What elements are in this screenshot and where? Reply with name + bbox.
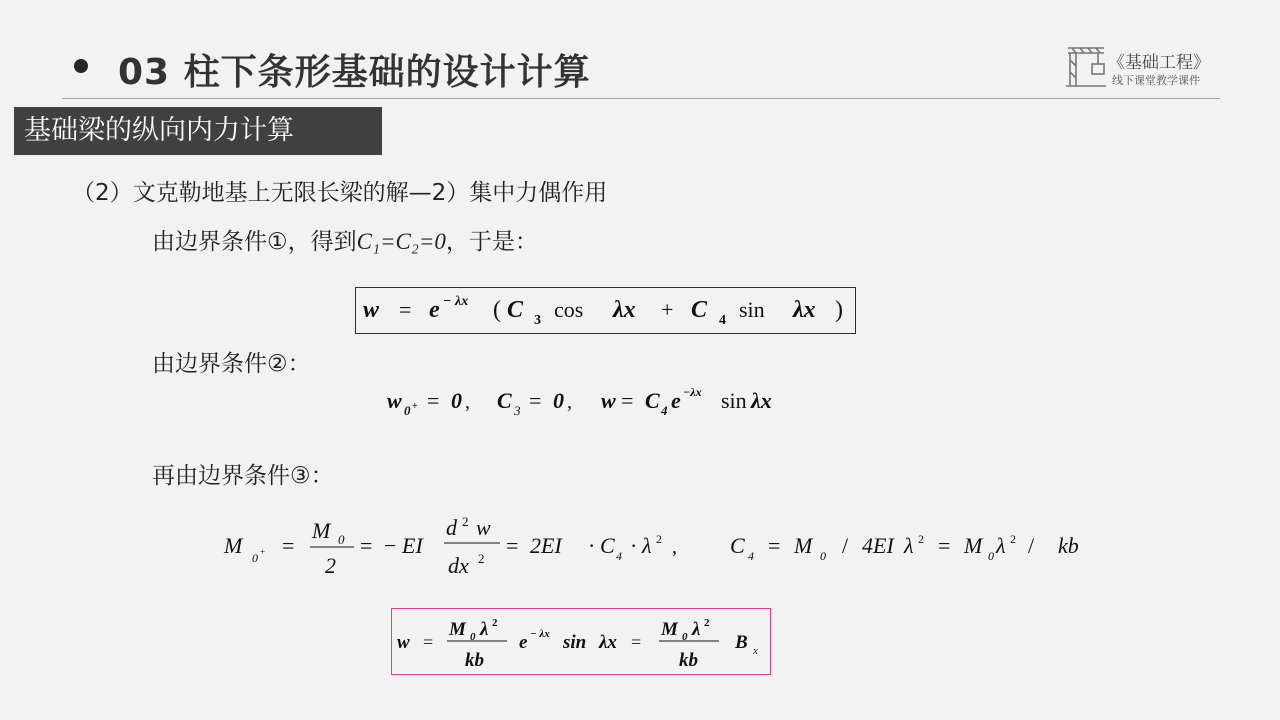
- svg-text:2: 2: [704, 617, 710, 629]
- svg-text:4: 4: [748, 549, 754, 563]
- svg-text:0: 0: [470, 631, 476, 643]
- svg-text:·: ·: [588, 533, 596, 558]
- svg-text:=: =: [621, 388, 634, 413]
- svg-text:4EI: 4EI: [862, 533, 894, 558]
- content-heading: （2）文克勒地基上无限长梁的解—2）集中力偶作用: [72, 180, 608, 206]
- svg-text:− λx: − λx: [443, 294, 469, 309]
- title-bullet: [74, 59, 88, 73]
- svg-text:kb: kb: [465, 650, 484, 671]
- svg-text:4: 4: [616, 549, 622, 563]
- svg-text:0: 0: [553, 388, 564, 413]
- svg-text:,: ,: [672, 536, 677, 558]
- svg-text:=: =: [529, 388, 542, 413]
- svg-text:2: 2: [462, 514, 469, 529]
- svg-text:0: 0: [338, 532, 345, 547]
- svg-text:M: M: [794, 533, 813, 558]
- svg-text:=: =: [399, 297, 412, 322]
- svg-text:/: /: [1028, 533, 1035, 558]
- svg-text:λ: λ: [904, 533, 914, 558]
- svg-text:+: +: [260, 547, 266, 557]
- svg-text:2: 2: [656, 532, 662, 546]
- svg-text:λ: λ: [642, 533, 652, 558]
- svg-text:λx: λx: [599, 632, 617, 653]
- formula-final-solution: [391, 608, 771, 675]
- crane-icon: [1062, 44, 1108, 88]
- svg-text:dx: dx: [448, 553, 469, 578]
- svg-text:3: 3: [534, 313, 541, 328]
- svg-text:2: 2: [478, 551, 485, 566]
- svg-text:kb: kb: [679, 650, 698, 671]
- logo-title: 《基础工程》: [1108, 53, 1210, 73]
- svg-text:=: =: [282, 533, 295, 558]
- title-divider: [62, 98, 1220, 99]
- condition-2-label: 由边界条件②：: [152, 351, 311, 377]
- svg-text:0: 0: [404, 403, 411, 418]
- svg-text:): ): [835, 297, 843, 323]
- svg-text:cos: cos: [554, 297, 584, 322]
- svg-text:d: d: [446, 515, 457, 540]
- svg-text:/: /: [842, 533, 849, 558]
- svg-text:3: 3: [514, 403, 521, 418]
- svg-text:0: 0: [988, 549, 994, 563]
- formula-general-solution: [355, 287, 856, 334]
- svg-text:=: =: [938, 533, 951, 558]
- svg-text:0: 0: [820, 549, 826, 563]
- svg-text:−: −: [384, 533, 397, 558]
- svg-text:,: ,: [465, 391, 470, 413]
- svg-text:EI: EI: [402, 533, 423, 558]
- svg-text:4: 4: [661, 403, 668, 418]
- svg-text:sin: sin: [563, 632, 587, 653]
- condition-1-math: C₁=C₂=0: [356, 229, 446, 254]
- svg-text:2: 2: [492, 617, 498, 629]
- svg-text:+: +: [661, 297, 674, 322]
- svg-text:,: ,: [567, 391, 572, 413]
- svg-text:w: w: [601, 388, 616, 413]
- svg-text:C: C: [507, 297, 524, 323]
- svg-text:+: +: [412, 401, 418, 412]
- condition-3-label: 再由边界条件③：: [152, 463, 334, 489]
- svg-text:C: C: [497, 388, 512, 413]
- svg-text:C: C: [730, 533, 745, 558]
- logo-subtitle: 线下课堂教学课件: [1112, 74, 1200, 87]
- formula-condition-2: [385, 380, 805, 425]
- condition-1-prefix: 由边界条件①，得到: [152, 229, 357, 255]
- course-logo: [1062, 44, 1232, 92]
- svg-text:=: =: [423, 632, 434, 652]
- section-label: 基础梁的纵向内力计算: [14, 107, 382, 155]
- svg-text:λx: λx: [751, 388, 772, 413]
- svg-text:C: C: [691, 297, 708, 323]
- svg-text:λ: λ: [996, 533, 1006, 558]
- svg-text:=: =: [427, 388, 440, 413]
- svg-text:0: 0: [451, 388, 462, 413]
- svg-text:0: 0: [252, 551, 258, 565]
- svg-text:−λx: −λx: [683, 385, 702, 399]
- svg-text:2: 2: [918, 532, 924, 546]
- svg-text:e: e: [429, 297, 440, 323]
- svg-text:sin: sin: [721, 388, 747, 413]
- svg-text:=: =: [506, 533, 519, 558]
- svg-text:·: ·: [630, 533, 638, 558]
- svg-text:M: M: [312, 518, 331, 543]
- svg-text:kb: kb: [1058, 533, 1079, 558]
- svg-text:λ: λ: [480, 619, 489, 640]
- condition-1-line: [152, 223, 538, 256]
- svg-text:x: x: [753, 645, 758, 657]
- svg-text:λx: λx: [613, 297, 636, 323]
- svg-text:M: M: [661, 619, 678, 640]
- svg-text:2: 2: [1010, 532, 1016, 546]
- svg-text:=: =: [360, 533, 373, 558]
- condition-1-suffix: ，于是：: [445, 229, 538, 255]
- svg-text:2EI: 2EI: [530, 533, 562, 558]
- svg-text:w: w: [476, 515, 491, 540]
- svg-text:=: =: [768, 533, 781, 558]
- svg-text:B: B: [735, 632, 748, 653]
- formula-condition-3: [222, 510, 1102, 590]
- slide-title: 03 柱下条形基础的设计计算: [118, 52, 591, 93]
- svg-text:sin: sin: [739, 297, 765, 322]
- svg-text:0: 0: [682, 631, 688, 643]
- svg-text:w: w: [363, 297, 380, 323]
- svg-text:4: 4: [719, 313, 726, 328]
- svg-text:2: 2: [325, 553, 336, 578]
- svg-text:C: C: [645, 388, 660, 413]
- svg-text:M: M: [964, 533, 983, 558]
- svg-text:e: e: [519, 632, 528, 653]
- svg-text:=: =: [631, 632, 642, 652]
- svg-text:λ: λ: [692, 619, 701, 640]
- svg-text:λx: λx: [793, 297, 816, 323]
- svg-text:e: e: [671, 388, 681, 413]
- svg-text:− λx: − λx: [530, 628, 550, 640]
- svg-text:w: w: [397, 632, 410, 653]
- svg-text:M: M: [449, 619, 466, 640]
- svg-text:C: C: [600, 533, 615, 558]
- svg-text:(: (: [493, 297, 501, 323]
- svg-text:w: w: [387, 388, 402, 413]
- svg-text:M: M: [224, 533, 243, 558]
